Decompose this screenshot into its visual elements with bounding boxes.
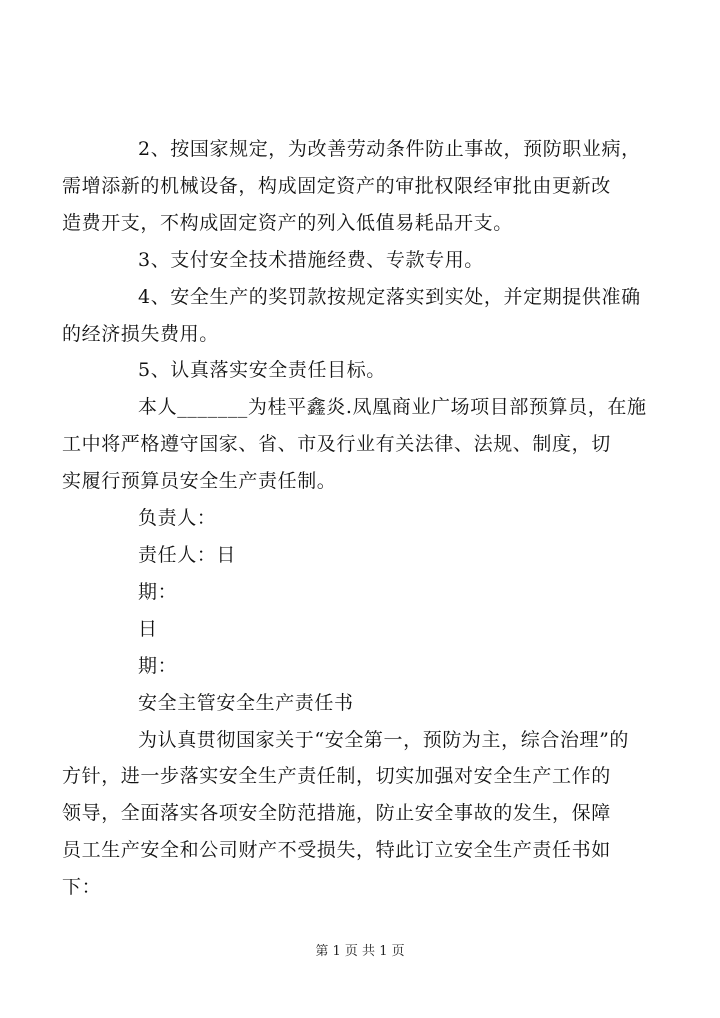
paragraph-item-3 [100, 242, 640, 279]
text-line: 造费开支，不构成固定资产的列入低值易耗品开支。 [62, 211, 513, 234]
document-body [62, 131, 647, 906]
signature-responsible-person [100, 500, 640, 537]
text-line: 员工生产安全和公司财产不受损失，特此订立安全生产责任书如 [62, 839, 611, 862]
text-line: 需增添新的机械设备，构成固定资产的审批权限经审批由更新改 [62, 174, 611, 197]
text-line: 期： [138, 580, 178, 603]
text-line: 领导，全面落实各项安全防范措施，防止安全事故的发生，保障 [62, 802, 611, 825]
page-number-footer: 第 1 页 共 1 页 [315, 944, 405, 959]
paragraph-intro [62, 722, 640, 907]
section-title [100, 685, 640, 722]
text-line: 日 [138, 617, 158, 640]
text-line: 下： [62, 876, 102, 899]
text-line: 为认真贯彻国家关于“安全第一，预防为主，综合治理”的 [138, 728, 630, 751]
text-line: 2、按国家规定，为改善劳动条件防止事故，预防职业病， [138, 138, 641, 160]
text-line: 工中将严格遵守国家、省、市及行业有关法律、法规、制度，切 [62, 433, 611, 456]
text-line: 期： [138, 654, 178, 677]
text-line: 的经济损失费用。 [62, 322, 219, 345]
signature-date-label [100, 648, 640, 685]
text-line: 责任人：日 [138, 543, 237, 566]
paragraph-item-4 [62, 279, 641, 353]
text-line: 5、认真落实安全责任目标。 [138, 359, 386, 382]
paragraph-item-2 [62, 131, 641, 242]
text-line: 安全主管安全生产责任书 [138, 691, 354, 714]
paragraph-item-5 [100, 352, 640, 389]
text-line: 方针，进一步落实安全生产责任制，切实加强对安全生产工作的 [62, 765, 611, 788]
signature-date-label [100, 611, 640, 648]
text-line: 3、支付安全技术措施经费、专款专用。 [138, 248, 484, 271]
signature-accountable-person [100, 537, 640, 574]
text-line: 4、安全生产的奖罚款按规定落实到实处，并定期提供准确 [138, 285, 641, 308]
text-line: 实履行预算员安全生产责任制。 [62, 470, 337, 493]
text-line: 本人_______为桂平鑫炎.凤凰商业广场项目部预算员，在施 [138, 396, 647, 419]
signature-date-label [100, 574, 640, 611]
paragraph-statement [62, 389, 647, 500]
text-line: 负责人： [138, 507, 217, 530]
